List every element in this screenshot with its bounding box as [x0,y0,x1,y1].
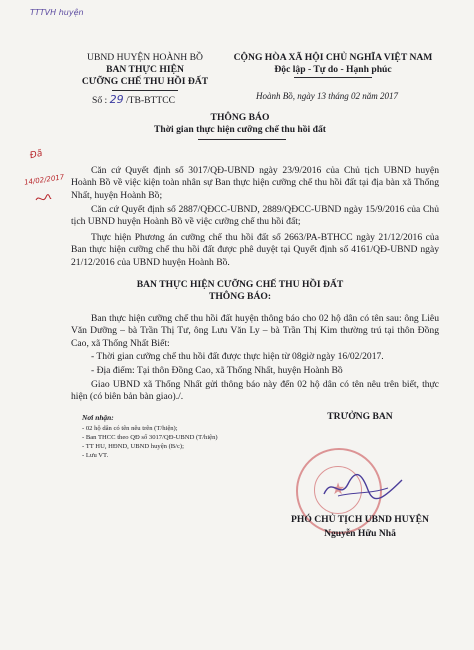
signer-role: TRƯỞNG BAN [327,411,393,422]
number-value: 29 [109,93,124,106]
recipient-item: - Lưu VT. [82,452,109,459]
org-name: UBND HUYỆN HOÀNH BỒ [87,52,203,63]
paragraph-6: - Địa điểm: Tại thôn Đồng Cao, xã Thống Nhất, huyện Hoành Bồ [91,365,343,376]
recipients-label: Nơi nhận: [82,413,114,422]
document-subtitle: Thời gian thực hiện cưỡng chế thu hồi đất [154,124,326,135]
document-date [256,91,398,101]
handwritten-margin-note-1: Đã [29,148,44,162]
header-right [222,52,444,76]
recipient-item: - 02 hộ dân có tên nêu trên (T/hiện); [82,425,178,432]
nation-title: CỘNG HÒA XÃ HỘI CHỦ NGHĨA VIỆT NAM [233,52,433,63]
document-title: THÔNG BÁO [210,112,270,123]
signer-position: PHÓ CHỦ TỊCH UBND HUYỆN [291,514,429,525]
motto: Độc lập - Tự do - Hạnh phúc [274,64,392,75]
section-heading-2: THÔNG BÁO: [208,291,272,302]
header-left [60,52,230,88]
date-prefix: Hoành Bồ, ngày 13 tháng [256,91,349,101]
handwritten-signature [318,470,408,504]
date-month: 02 [351,91,360,101]
title-rule [198,139,286,140]
paragraph-5: - Thời gian cưỡng chế thu hồi đất được thực hiện từ 08giờ ngày 16/02/2017. [91,351,384,362]
handwritten-initials [34,192,52,206]
dept-line-2: CƯỠNG CHẾ THU HỒI ĐẤT [81,76,209,87]
handwritten-top-note: TTTVH huyện [30,8,84,17]
paragraph-7: Giao UBND xã Thống Nhất gửi thông báo này đến 02 hộ dân có tên nêu trên biết, thực hiện (có biên bản bàn giao)./. [71,379,439,403]
recipient-item: - Ban THCC theo QĐ số 3017/QĐ-UBND (T/hiện) [82,434,218,441]
handwritten-margin-note-2: 14/02/2017 [23,173,65,187]
paragraph-4: Ban thực hiện cưỡng chế thu hồi đất huyện thông báo cho 02 hộ dân có tên sau: ông Liêu Văn Dưỡng – bà Trần Thị Tư, ông Lưu Văn Ly – bà Trần Thị Kim thường trú tại thôn Đồng Cao, xã Thống Nhất Biết: [71,313,439,349]
paragraph-3: Thực hiện Phương án cưỡng chế thu hồi đất số 2663/PA-BTHCC ngày 21/12/2016 của Ban thực hiện cưỡng chế thu hồi đất được phê duyệt tại Quyết định số 4161/QĐ-UBND ngày 21/12/2016 của UBND huyện Hoành Bồ. [71,232,439,268]
number-suffix: /TB-BTTCC [126,95,176,106]
header-right-rule [294,77,372,78]
paragraph-2: Căn cứ Quyết định số 2887/QĐCC-UBND, 2889/QĐCC-UBND ngày 15/9/2016 của Chủ tịch UBND huyện Hoành Bồ về việc cưỡng chế thu hồi đất; [71,204,439,228]
dept-line-1: BAN THỰC HIỆN [106,64,184,75]
date-suffix: năm 2017 [362,91,398,101]
signer-name: Nguyễn Hữu Nhã [324,528,396,539]
section-heading-1: BAN THỰC HIỆN CƯỠNG CHẾ THU HỒI ĐẤT [136,279,344,290]
recipient-item: - TT HU, HĐND, UBND huyện (B/c); [82,443,184,450]
document-number [92,93,175,106]
star-icon: ★ [330,481,346,498]
number-prefix: Số : [92,95,108,106]
paragraph-1: Căn cứ Quyết định số 3017/QĐ-UBND ngày 23/9/2016 của Chủ tịch UBND huyện Hoành Bồ về việc kiện toàn nhân sự Ban thực hiện cưỡng chế thu hồi đất tại địa bàn xã Thống Nhất, huyện Hoành Bồ; [71,165,439,201]
header-left-rule [112,90,178,91]
